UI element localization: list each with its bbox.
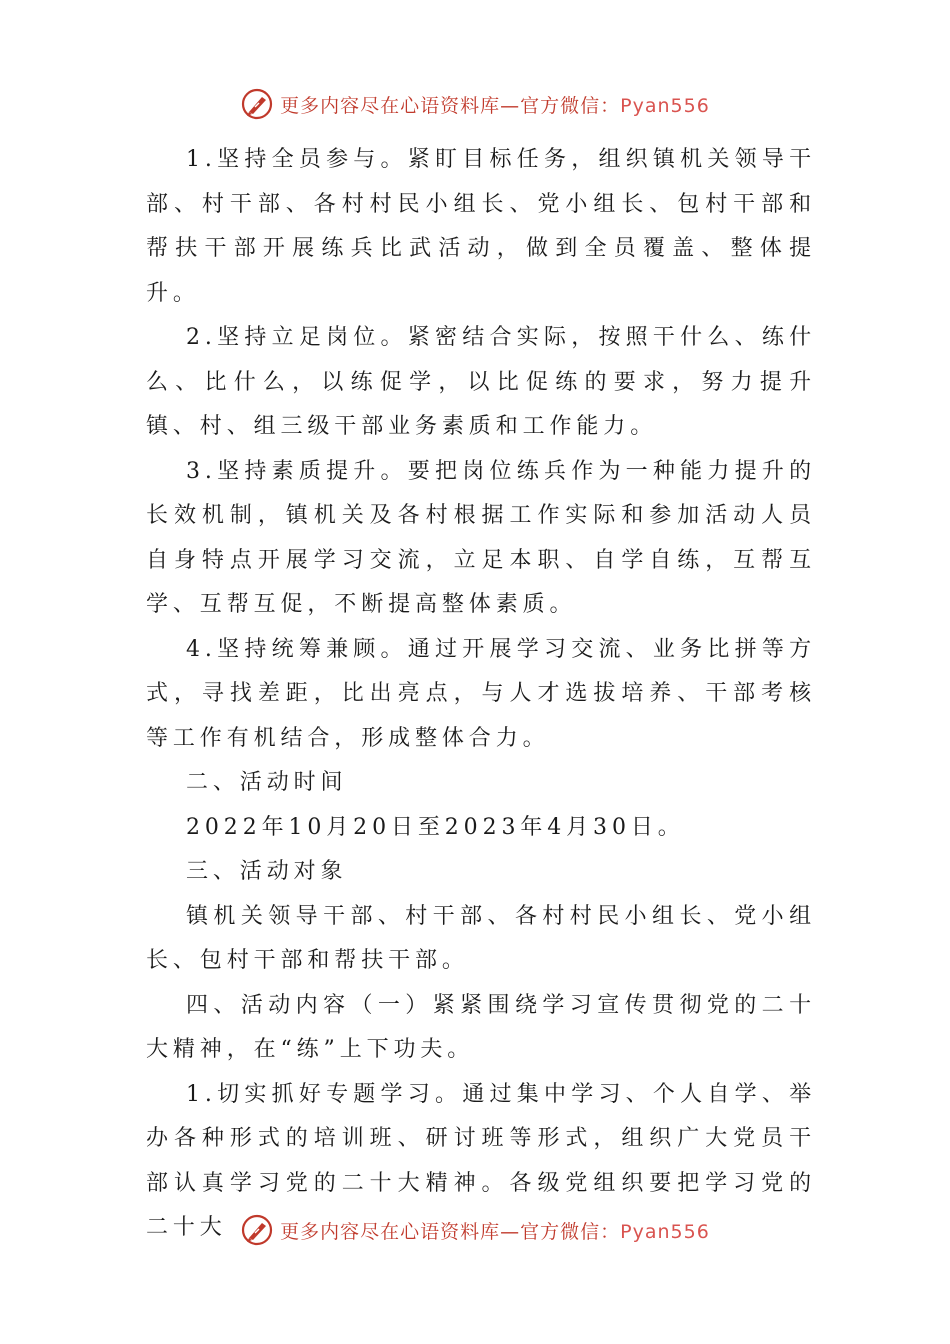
document-body xyxy=(146,138,816,1251)
paragraph: 2.坚持立足岗位。紧密结合实际，按照干什么、练什么、比什么，以练促学，以比促练的要求，努力提升镇、村、组三级干部业务素质和工作能力。 xyxy=(146,325,816,439)
watermark-text: 更多内容尽在心语资料库—官方微信：Pyan556 xyxy=(280,1220,710,1243)
paragraph: 四、活动内容（一）紧紧围绕学习宣传贯彻党的二十大精神，在“练”上下功夫。 xyxy=(146,992,816,1062)
paragraph: 2022年10月20日至2023年4月30日。 xyxy=(186,814,685,840)
paragraph: 1.坚持全员参与。紧盯目标任务，组织镇机关领导干部、村干部、各村村民小组长、党小组长、包村干部和帮扶干部开展练兵比武活动，做到全员覆盖、整体提升。 xyxy=(146,147,816,306)
watermark-footer xyxy=(0,1210,950,1250)
paragraph: 3.坚持素质提升。要把岗位练兵作为一种能力提升的长效机制，镇机关及各村根据工作实际和参加活动人员自身特点开展学习交流，立足本职、自学自练，互帮互学、互帮互促，不断提高整体素质。 xyxy=(146,458,816,617)
paragraph: 镇机关领导干部、村干部、各村村民小组长、党小组长、包村干部和帮扶干部。 xyxy=(146,903,816,973)
section-heading: 三、活动对象 xyxy=(186,859,348,884)
section-heading: 二、活动时间 xyxy=(186,770,348,795)
watermark-text: 更多内容尽在心语资料库—官方微信：Pyan556 xyxy=(280,94,710,117)
paragraph: 4.坚持统筹兼顾。通过开展学习交流、业务比拼等方式，寻找差距，比出亮点，与人才选拔培养、干部考核等工作有机结合，形成整体合力。 xyxy=(146,636,816,751)
watermark-header xyxy=(0,84,950,124)
pen-nib-circle-icon xyxy=(240,87,274,121)
pen-nib-circle-icon xyxy=(240,1213,274,1247)
paragraph: 1.切实抓好专题学习。通过集中学习、个人自学、举办各种形式的培训班、研讨班等形式，组织广大党员干部认真学习党的二十大精神。各级党组织要把学习党的二十大 xyxy=(146,1081,816,1240)
